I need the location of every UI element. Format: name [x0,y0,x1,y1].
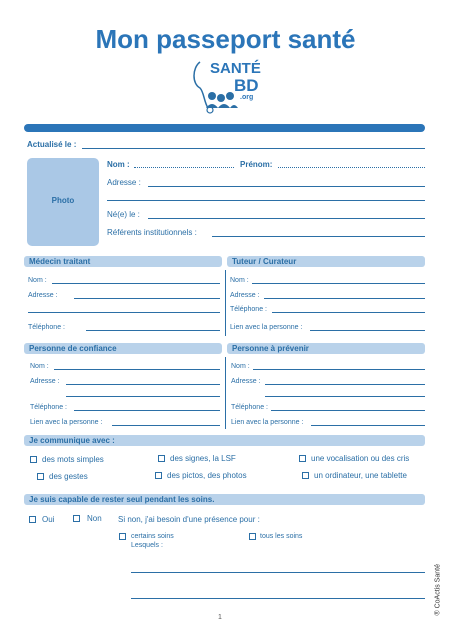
updated-label: Actualisé le : [27,140,77,149]
nom-label: Nom : [107,160,130,169]
medecin-telephone-label: Téléphone : [28,324,65,331]
option-label-cris: une vocalisation ou des cris [311,454,410,463]
logo-line2: BD [234,76,259,95]
prevenir-telephone-field[interactable] [271,410,425,411]
option-checkbox-pictos[interactable] [155,472,162,479]
logo-suffix: .org [240,94,254,101]
column-divider [225,270,226,336]
medecin-nom-label: Nom : [28,277,47,284]
lesquels-field[interactable] [131,572,425,573]
copyright: ® CoActis Santé [434,564,442,616]
confiance-adresse-field-2[interactable] [66,396,220,397]
lesquels-field-2[interactable] [131,598,425,599]
prevenir-nom-field[interactable] [253,369,425,370]
confiance-header: Personne de confiance [24,343,222,354]
non-checkbox[interactable] [73,515,80,522]
tuteur-nom-label: Nom : [230,277,249,284]
tuteur-adresse-label: Adresse : [230,292,260,299]
page-number: 1 [218,614,222,621]
prevenir-adresse-field[interactable] [265,384,425,385]
option-checkbox-cris[interactable] [299,455,306,462]
non-label: Non [87,514,102,523]
tuteur-nom-field[interactable] [252,283,425,284]
adresse-label: Adresse : [107,178,141,187]
medecin-adresse-field-2[interactable] [28,312,220,313]
prevenir-adresse-label: Adresse : [231,378,261,385]
communique-header: Je communique avec : [24,435,425,446]
tuteur-header: Tuteur / Curateur [227,256,425,267]
medecin-header: Médecin traitant [24,256,222,267]
certains-soins-label: certains soins [131,533,174,540]
photo-label: Photo [51,196,75,205]
oui-checkbox[interactable] [29,516,36,523]
si-non-label: Si non, j'ai besoin d'une présence pour : [118,515,260,524]
photo-box[interactable] [27,158,99,246]
adresse-field-2[interactable] [107,200,425,201]
prevenir-nom-label: Nom : [231,363,250,370]
confiance-nom-field[interactable] [54,369,220,370]
referents-field[interactable] [212,236,425,237]
medecin-nom-field[interactable] [52,283,220,284]
medecin-telephone-field[interactable] [86,330,220,331]
confiance-telephone-field[interactable] [74,410,220,411]
option-checkbox-signes[interactable] [158,455,165,462]
option-label-gestes: des gestes [49,472,88,481]
prevenir-telephone-label: Téléphone : [231,404,268,411]
santebd-logo [190,58,268,118]
option-label-mots: des mots simples [42,455,104,464]
confiance-lien-field[interactable] [112,425,220,426]
confiance-telephone-label: Téléphone : [30,404,67,411]
option-label-signes: des signes, la LSF [170,454,236,463]
tous-soins-label: tous les soins [260,533,303,540]
referents-label: Référents institutionnels : [107,228,197,237]
adresse-field[interactable] [148,186,425,187]
confiance-adresse-field[interactable] [66,384,220,385]
updated-field[interactable] [82,148,425,149]
confiance-adresse-label: Adresse : [30,378,60,385]
lesquels-label: Lesquels : [131,542,163,549]
prenom-label: Prénom: [240,160,273,169]
prevenir-header: Personne à prévenir [227,343,425,354]
tous-soins-checkbox[interactable] [249,533,256,540]
option-checkbox-gestes[interactable] [37,473,44,480]
certains-soins-checkbox[interactable] [119,533,126,540]
option-checkbox-ordinateur[interactable] [302,472,309,479]
confiance-nom-label: Nom : [30,363,49,370]
option-checkbox-mots[interactable] [30,456,37,463]
prevenir-adresse-field-2[interactable] [265,396,425,397]
tuteur-adresse-field[interactable] [264,298,425,299]
medecin-adresse-label: Adresse : [28,292,58,299]
tuteur-telephone-label: Téléphone : [230,306,267,313]
oui-label: Oui [42,515,55,524]
logo-line1: SANTÉ [210,60,261,77]
nom-field[interactable] [134,167,234,168]
top-bar [24,124,425,132]
tuteur-telephone-field[interactable] [272,312,425,313]
ne-le-field[interactable] [148,218,425,219]
option-label-ordinateur: un ordinateur, une tablette [314,471,407,480]
tuteur-lien-field[interactable] [310,330,425,331]
page-title: Mon passeport santé [95,24,356,54]
prevenir-lien-field[interactable] [311,425,425,426]
confiance-lien-label: Lien avec la personne : [30,419,103,426]
prevenir-lien-label: Lien avec la personne : [231,419,304,426]
prenom-field[interactable] [278,167,425,168]
option-label-pictos: des pictos, des photos [167,471,247,480]
column-divider-2 [225,357,226,429]
seul-header: Je suis capable de rester seul pendant les soins. [24,494,425,505]
tuteur-lien-label: Lien avec la personne : [230,324,303,331]
medecin-adresse-field[interactable] [74,298,220,299]
ne-le-label: Né(e) le : [107,210,140,219]
